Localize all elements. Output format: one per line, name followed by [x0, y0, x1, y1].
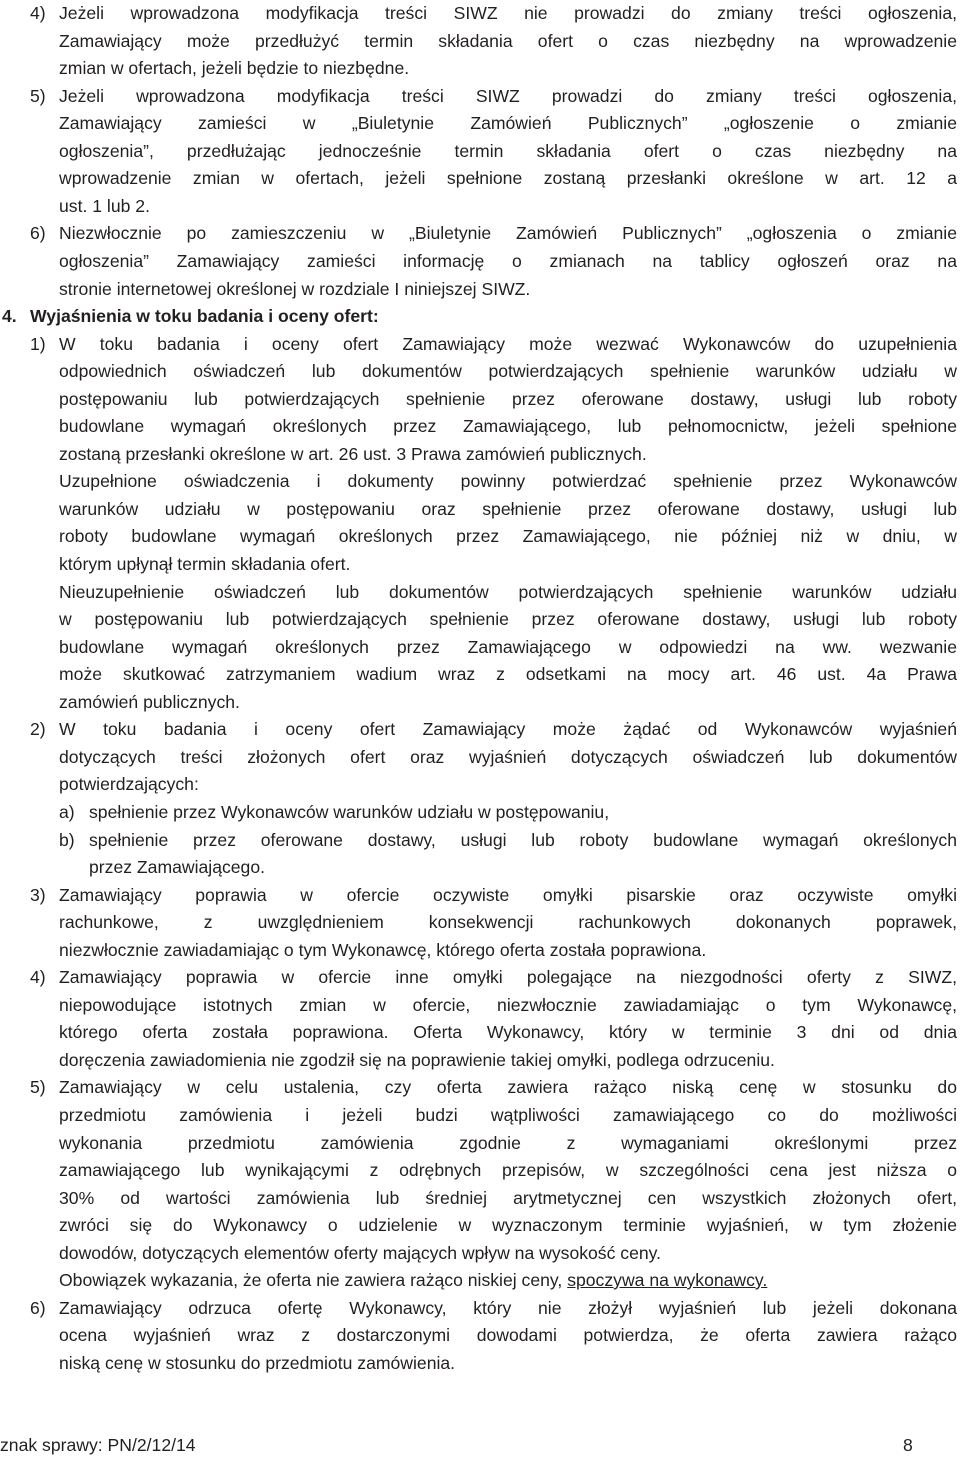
paragraph-text: wprowadzenie zmian w ofertach, jeżeli spełnione zostaną przesłanki określone w art. 12 a: [59, 168, 957, 188]
text-line: [0, 110, 960, 137]
text-line: [0, 882, 960, 909]
text-line: [0, 992, 960, 1019]
paragraph-text: ogłoszenia” Zamawiający zamieści informację o zmianach na tablicy ogłoszeń oraz na: [59, 251, 957, 271]
text-line: [0, 716, 960, 743]
text-line: [0, 1047, 960, 1074]
text-line: [0, 689, 960, 716]
paragraph-text: w postępowaniu lub potwierdzających spełnienie przez oferowane dostawy, usługi lub roboty: [59, 609, 957, 629]
text-line: [0, 827, 960, 854]
text-line: [0, 744, 960, 771]
list-number: 4): [30, 967, 46, 987]
paragraph-text: przez Zamawiającego.: [89, 857, 266, 877]
paragraph-text: zostaną przesłanki określone w art. 26 ust. 3 Prawa zamówień publicznych.: [59, 444, 647, 464]
text-line: [0, 358, 960, 385]
paragraph-text: W toku badania i oceny ofert Zamawiający może wezwać Wykonawców do uzupełnienia: [59, 334, 957, 354]
text-line: [0, 964, 960, 991]
text-line: [0, 1102, 960, 1129]
paragraph-text: roboty budowlane wymagań określonych przez Zamawiającego, nie później niż w dniu, w: [59, 526, 957, 546]
list-number: 5): [30, 1077, 46, 1097]
text-line: [0, 441, 960, 468]
paragraph-text: Zamawiający w celu ustalenia, czy oferta zawiera rażąco niską cenę w stosunku do: [59, 1077, 957, 1097]
paragraph-text: niską cenę w stosunku do przedmiotu zamówienia.: [59, 1353, 456, 1373]
paragraph-text: niezwłocznie zawiadamiając o tym Wykonawcę, którego oferta została poprawiona.: [59, 940, 707, 960]
paragraph-text: zamówień publicznych.: [59, 692, 240, 712]
text-line: [0, 634, 960, 661]
paragraph-text: W toku badania i oceny ofert Zamawiający może żądać od Wykonawców wyjaśnień: [59, 719, 957, 739]
text-line: [0, 854, 960, 881]
text-line: [0, 248, 960, 275]
paragraph-text: warunków udziału w postępowaniu oraz spełnienie przez oferowane dostawy, usługi lub: [59, 499, 957, 519]
list-number: 4): [30, 3, 46, 23]
text-line: [0, 1267, 960, 1294]
paragraph-text: budowlane wymagań określonych przez Zamawiającego, lub pełnomocnictw, jeżeli spełnione: [59, 416, 957, 436]
paragraph-text: zmian w ofertach, jeżeli będzie to niezbędne.: [59, 58, 410, 78]
text-line: [0, 1019, 960, 1046]
paragraph-text: przedmiotu zamówienia i jeżeli budzi wątpliwości zamawiającego co do możliwości: [59, 1105, 957, 1125]
text-line: [0, 1322, 960, 1349]
text-line: [0, 0, 960, 27]
text-line: [0, 661, 960, 688]
text-line: [0, 468, 960, 495]
sublist-letter: b): [59, 830, 75, 850]
paragraph-text: Nieuzupełnienie oświadczeń lub dokumentów potwierdzających spełnienie warunków udziału: [59, 582, 957, 602]
text-line: [0, 303, 960, 330]
paragraph-text: ust. 1 lub 2.: [59, 196, 150, 216]
paragraph-text: którym upłynął termin składania ofert.: [59, 554, 351, 574]
list-number: 2): [30, 719, 46, 739]
text-line: [0, 937, 960, 964]
text-line: [0, 1185, 960, 1212]
paragraph-text: wykonania przedmiotu zamówienia zgodnie z wymaganiami określonymi przez: [59, 1133, 957, 1153]
paragraph-text: dotyczących treści złożonych ofert oraz wyjaśnień dotyczących oświadczeń lub dokumentów: [59, 747, 957, 767]
text-line: [0, 1350, 960, 1377]
paragraph-text: Zamawiający odrzuca ofertę Wykonawcy, który nie złożył wyjaśnień lub jeżeli dokonana: [59, 1298, 957, 1318]
text-line: [0, 606, 960, 633]
underlined-text: spoczywa na wykonawcy.: [567, 1270, 768, 1290]
text-line: [0, 386, 960, 413]
paragraph-text: potwierdzających:: [59, 774, 199, 794]
paragraph-text: spełnienie przez Wykonawców warunków udziału w postępowaniu,: [89, 802, 610, 822]
section-number: 4.: [2, 306, 17, 326]
paragraph-text: stronie internetowej określonej w rozdziale I niniejszej SIWZ.: [59, 279, 531, 299]
list-number: 5): [30, 86, 46, 106]
paragraph-text: Jeżeli wprowadzona modyfikacja treści SIWZ prowadzi do zmiany treści ogłoszenia,: [59, 86, 957, 106]
paragraph-text: spełnienie przez oferowane dostawy, usługi lub roboty budowlane wymagań określonych: [89, 830, 957, 850]
list-number: 3): [30, 885, 46, 905]
paragraph-text: doręczenia zawiadomienia nie zgodził się na poprawienie takiej omyłki, podlega odrzuceniu.: [59, 1050, 775, 1070]
text-line: [0, 1130, 960, 1157]
text-line: [0, 523, 960, 550]
paragraph-text: 30% od wartości zamówienia lub średniej arytmetycznej cen wszystkich złożonych ofert,: [59, 1188, 957, 1208]
text-line: [0, 1240, 960, 1267]
text-line: [0, 138, 960, 165]
paragraph-text: zamawiającego lub wynikającymi z odrębnych przepisów, w szczególności cena jest niższa o: [59, 1160, 957, 1180]
text-line: [0, 193, 960, 220]
text-line: [0, 551, 960, 578]
text-line: [0, 28, 960, 55]
paragraph-text: Uzupełnione oświadczenia i dokumenty powinny potwierdzać spełnienie przez Wykonawców: [59, 471, 957, 491]
text-line: [0, 496, 960, 523]
text-line: [0, 1157, 960, 1184]
text-line: [0, 909, 960, 936]
paragraph-text: ogłoszenia”, przedłużając jednocześnie termin składania ofert o czas niezbędny na: [59, 141, 957, 161]
text-line: [0, 771, 960, 798]
paragraph-text: Zamawiający zamieści w „Biuletynie Zamówień Publicznych” „ogłoszenie o zmianie: [59, 113, 957, 133]
paragraph-text: Zamawiający poprawia w ofercie oczywiste omyłki pisarskie oraz oczywiste omyłki: [59, 885, 957, 905]
footer-page-number: 8: [903, 1435, 913, 1455]
text-line: [0, 799, 960, 826]
text-line: [0, 579, 960, 606]
text-line: [0, 413, 960, 440]
text-line: [0, 83, 960, 110]
text-line: [0, 220, 960, 247]
paragraph-text: Obowiązek wykazania, że oferta nie zawiera rażąco niskiej ceny, spoczywa na wykonawcy.: [59, 1270, 768, 1290]
paragraph-text: może skutkować zatrzymaniem wadium wraz z odsetkami na mocy art. 46 ust. 4a Prawa: [59, 664, 957, 684]
paragraph-text: postępowaniu lub potwierdzających spełnienie przez oferowane dostawy, usługi lub roboty: [59, 389, 957, 409]
paragraph-text: niepowodujące istotnych zmian w ofercie, niezwłocznie zawiadamiając o tym Wykonawcę,: [59, 995, 957, 1015]
sublist-letter: a): [59, 802, 75, 822]
footer-case-number: znak sprawy: PN/2/12/14: [0, 1435, 196, 1455]
section-heading: Wyjaśnienia w toku badania i oceny ofert:: [30, 306, 379, 326]
paragraph-text: Jeżeli wprowadzona modyfikacja treści SIWZ nie prowadzi do zmiany treści ogłoszenia,: [59, 3, 957, 23]
paragraph-text: ocena wyjaśnień wraz z dostarczonymi dowodami potwierdza, że oferta zawiera rażąco: [59, 1325, 957, 1345]
text-line: [0, 1074, 960, 1101]
paragraph-text: Zamawiający poprawia w ofercie inne omyłki polegające na niezgodności oferty z SIWZ,: [59, 967, 957, 987]
text-line: [0, 1295, 960, 1322]
list-number: 6): [30, 223, 46, 243]
paragraph-text: budowlane wymagań określonych przez Zamawiającego w odpowiedzi na ww. wezwanie: [59, 637, 957, 657]
paragraph-text: Zamawiający może przedłużyć termin składania ofert o czas niezbędny na wprowadzenie: [59, 31, 957, 51]
text-line: [0, 276, 960, 303]
paragraph-text: zwróci się do Wykonawcy o udzielenie w wyznaczonym terminie wyjaśnień, w tym złożenie: [59, 1215, 957, 1235]
list-number: 1): [30, 334, 46, 354]
paragraph-text: odpowiednich oświadczeń lub dokumentów potwierdzających spełnienie warunków udziału w: [59, 361, 957, 381]
paragraph-text: rachunkowe, z uwzględnieniem konsekwencji rachunkowych dokonanych poprawek,: [59, 912, 957, 932]
text-line: [0, 55, 960, 82]
paragraph-text: dowodów, dotyczących elementów oferty mających wpływ na wysokość ceny.: [59, 1243, 662, 1263]
text-line: [0, 1212, 960, 1239]
text-line: [0, 165, 960, 192]
list-number: 6): [30, 1298, 46, 1318]
paragraph-text: Niezwłocznie po zamieszczeniu w „Biuletynie Zamówień Publicznych” „ogłoszenia o zmianie: [59, 223, 957, 243]
paragraph-text: którego oferta została poprawiona. Oferta Wykonawcy, który w terminie 3 dni od dnia: [59, 1022, 957, 1042]
text-line: [0, 331, 960, 358]
